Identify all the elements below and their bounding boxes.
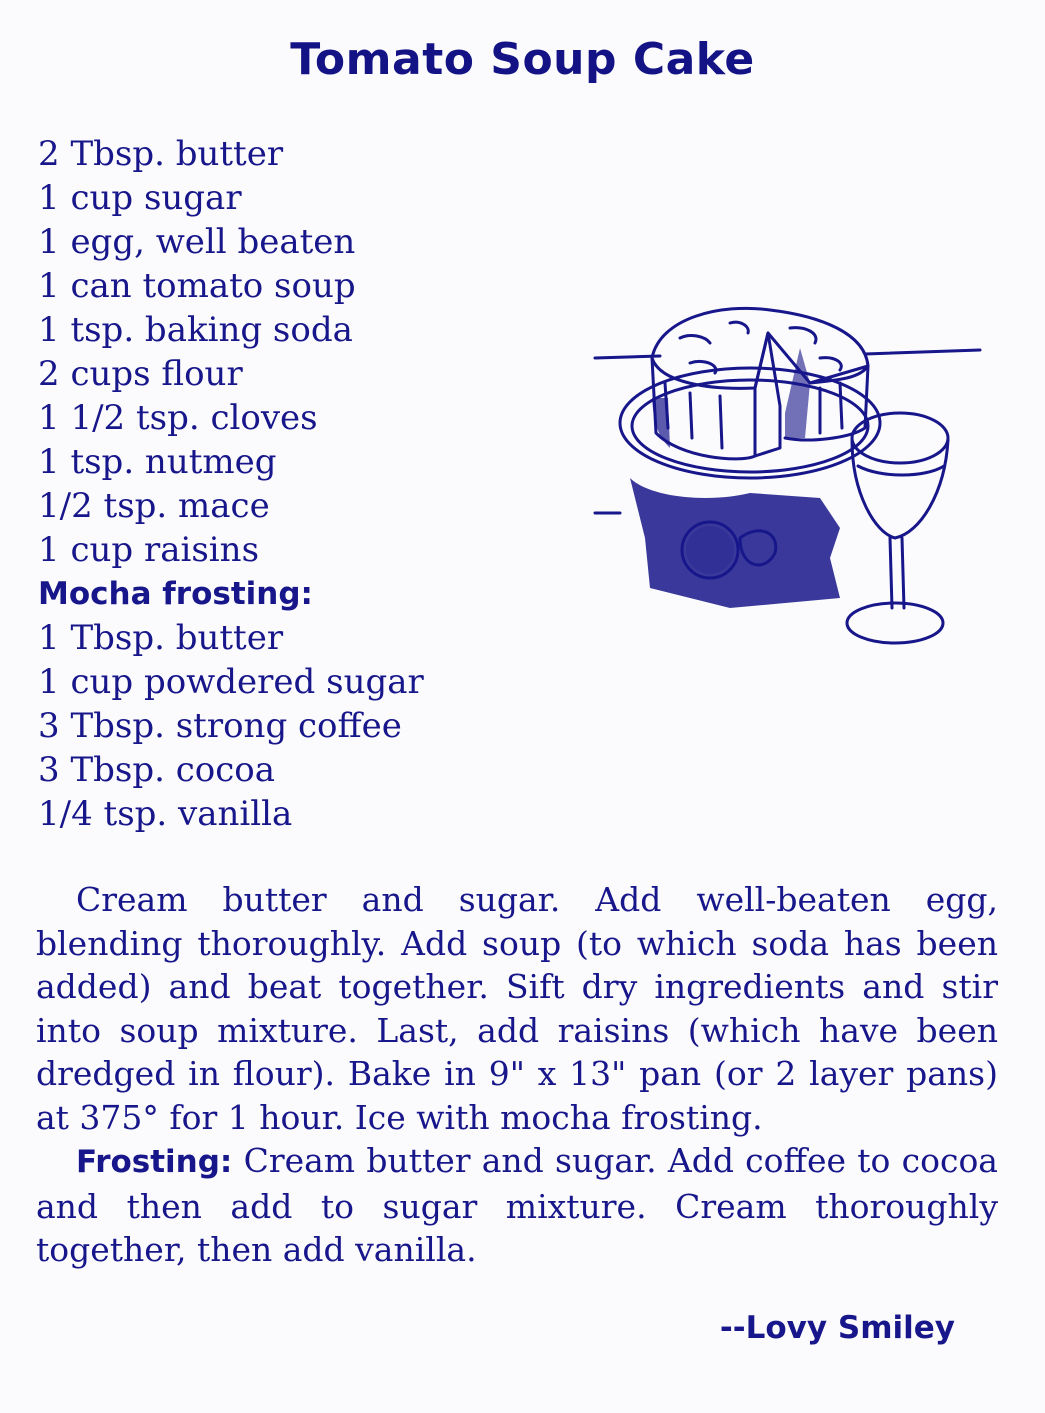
frosting-ingredient-item: 1/4 tsp. vanilla (38, 794, 293, 834)
ingredient-item: 2 cups flour (38, 354, 243, 394)
fruit-body (686, 526, 734, 574)
ingredient-item: 1 cup sugar (38, 178, 242, 218)
ingredient-item: 2 Tbsp. butter (38, 134, 284, 174)
frosting-ingredient-item: 1 cup powdered sugar (38, 662, 424, 702)
frosting-label: Frosting: (76, 1144, 233, 1180)
recipe-title: Tomato Soup Cake (290, 34, 755, 85)
frosting-ingredient-item: 3 Tbsp. strong coffee (38, 706, 402, 746)
ingredient-item: 1 1/2 tsp. cloves (38, 398, 318, 438)
wine-glass-rim (852, 413, 948, 463)
frosting-instructions-text: Cream butter and sugar. Add coffee to cocoa and then add to sugar mixture. Cream thoroughly together, then add vanilla. (36, 1141, 998, 1269)
ingredient-list (38, 132, 558, 836)
frosting-ingredient-item: 3 Tbsp. cocoa (38, 750, 276, 790)
table-shadow (630, 478, 840, 608)
wine-glass-base (847, 603, 943, 643)
cake-cut-side (755, 333, 780, 456)
ingredient-item: 1 tsp. nutmeg (38, 442, 277, 482)
table-edge-right (865, 350, 980, 354)
wine-glass-stem (890, 538, 904, 608)
recipe-instructions (36, 878, 998, 1272)
ingredient-item: 1 egg, well beaten (38, 222, 356, 262)
instructions-paragraph: Cream butter and sugar. Add well-beaten egg, blending thoroughly. Add soup (to which soda has been added) and beat together. Sift dry ingredients and stir into soup mixture. Last, add raisins (which have been dredged in flour). Bake in 9" x 13" pan (or 2 layer pans) at 375° for 1 hour. Ice with mocha frosting. (36, 880, 998, 1137)
cake-and-wine-glass-illustration (590, 288, 985, 688)
ingredient-item: 1 cup raisins (38, 530, 260, 570)
ingredient-item: 1 tsp. baking soda (38, 310, 353, 350)
frosting-instructions-paragraph (36, 1139, 998, 1272)
table-edge-left (595, 356, 660, 358)
ingredient-item: 1/2 tsp. mace (38, 486, 270, 526)
recipe-author: --Lovy Smiley (719, 1310, 955, 1346)
ingredient-item: 1 can tomato soup (38, 266, 356, 306)
wine-glass-liquid (858, 466, 944, 475)
frosting-ingredient-item: 1 Tbsp. butter (38, 618, 284, 658)
cake-shadow-right (785, 348, 810, 438)
frosting-heading: Mocha frosting: (38, 576, 313, 612)
